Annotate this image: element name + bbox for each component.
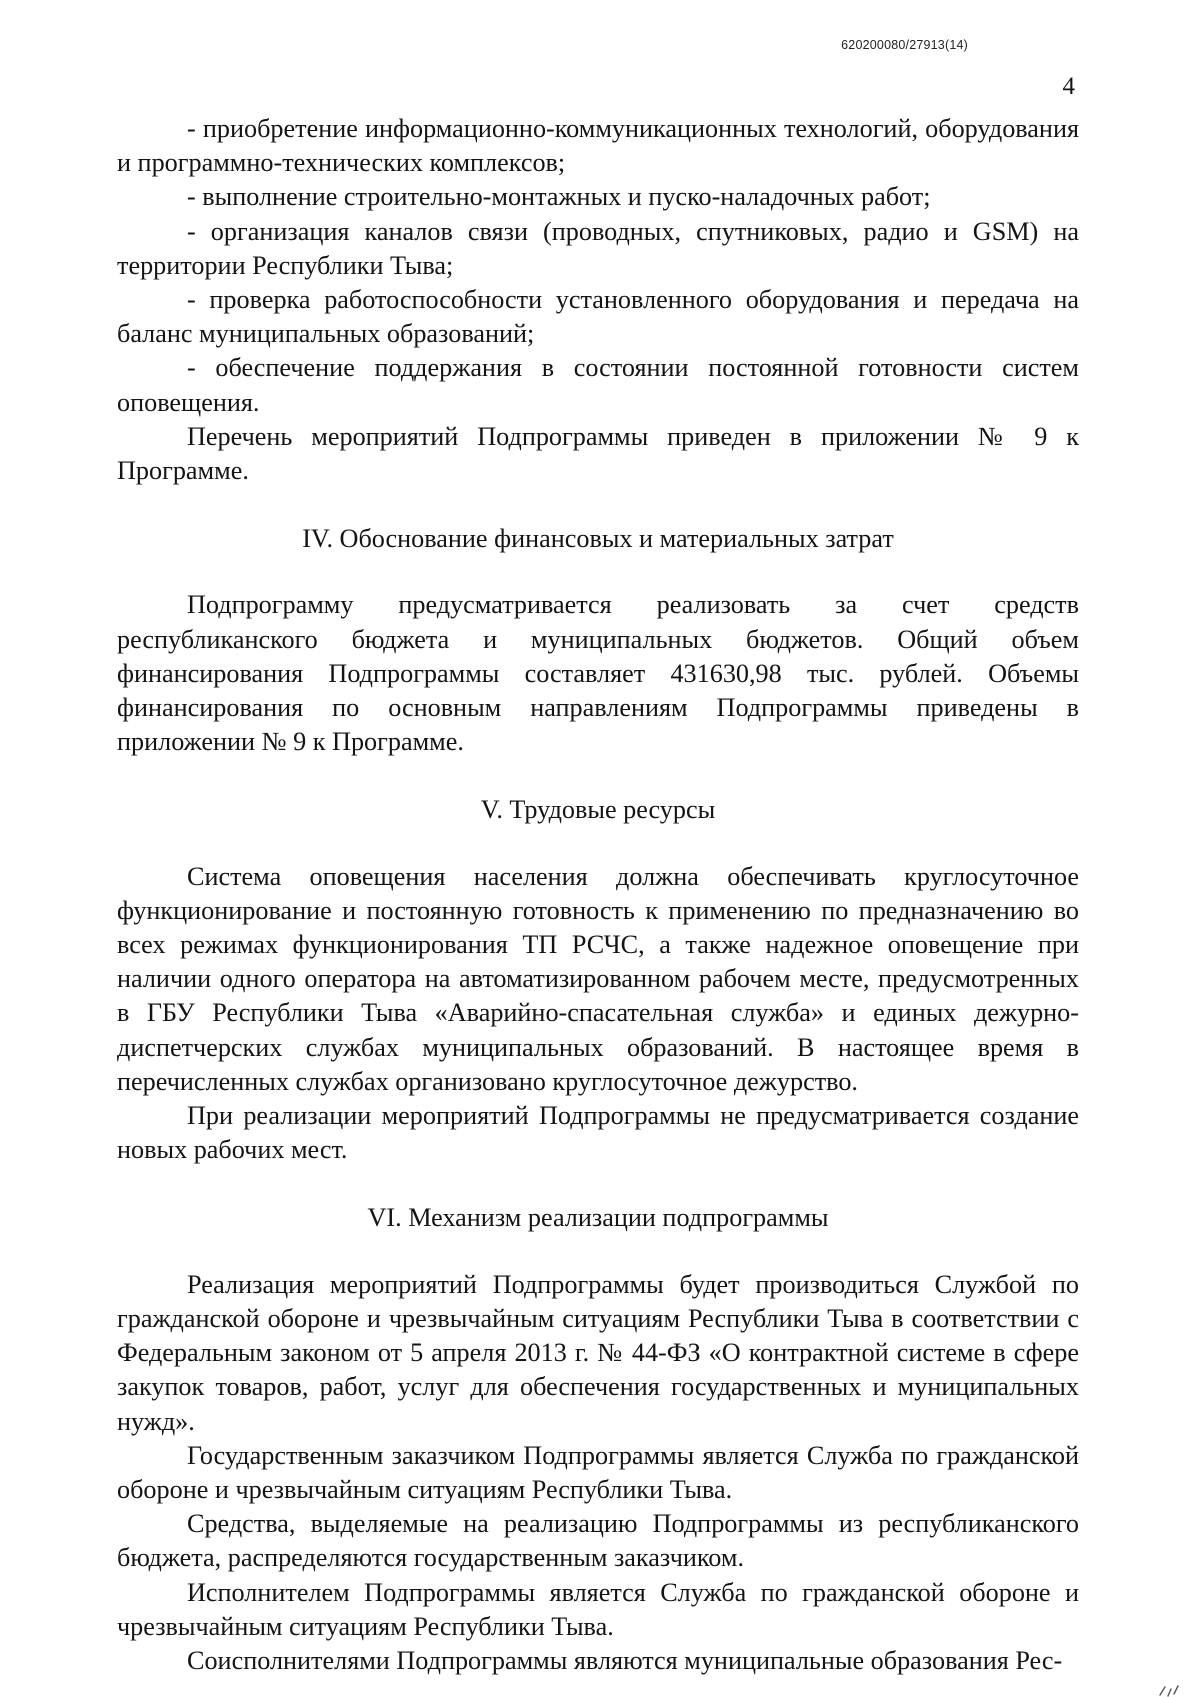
document-registration-number: 620200080/27913(14) bbox=[841, 38, 968, 52]
paragraph: Подпрограмму предусматривается реализовать за счет средств республиканского бюджета и муниципальных бюджетов. Общий объем финансирования Подпрограммы составляет 431630,98 тыс. рублей. Объемы финансирования по основным направлениям Подпрограммы приведены в приложении № 9 к Программе. bbox=[117, 590, 1079, 757]
scan-artifact-mark bbox=[1156, 1677, 1186, 1697]
paragraph: Соисполнителями Подпрограммы являются муниципальные образования Рес- bbox=[187, 1645, 1063, 1675]
document-body bbox=[117, 112, 1079, 1678]
section-heading: VI. Механизм реализации подпрограммы bbox=[367, 1203, 829, 1233]
paragraph: Государственным заказчиком Подпрограммы является Служба по гражданской обороне и чрезвычайным ситуациям Республики Тыва. bbox=[117, 1440, 1079, 1504]
paragraph: Перечень мероприятий Подпрограммы приведен в приложении № 9 к Программе. bbox=[117, 421, 1079, 486]
list-item: - проверка работоспособности установленного оборудования и передача на баланс муниципальных образований; bbox=[117, 285, 1079, 349]
list-item: - обеспечение поддержания в состоянии постоянной готовности систем оповещения. bbox=[117, 353, 1079, 417]
paragraph: Средства, выделяемые на реализацию Подпрограммы из республиканского бюджета, распределяются государственным заказчиком. bbox=[117, 1509, 1079, 1573]
section-heading: IV. Обоснование финансовых и материальных затрат bbox=[302, 524, 894, 554]
paragraph: Система оповещения населения должна обеспечивать круглосуточное функционирование и постоянную готовность к применению по предназначению во всех режимах функционирования ТП РСЧС, а также надежное оповещение при наличии одного оператора на автоматизированном рабочем месте, предусмотренных в ГБУ Республики Тыва «Аварийно-спасательная служба» и единых дежурно-диспетчерских службах муниципальных образований. В настоящее время в перечисленных службах организовано круглосуточное дежурство. bbox=[117, 861, 1079, 1096]
list-item: - выполнение строительно-монтажных и пуско-наладочных работ; bbox=[187, 182, 931, 212]
page-number: 4 bbox=[1062, 73, 1075, 100]
paragraph: При реализации мероприятий Подпрограммы не предусматривается создание новых рабочих мест. bbox=[117, 1101, 1079, 1165]
section-heading: V. Трудовые ресурсы bbox=[480, 795, 716, 825]
list-item: - организация каналов связи (проводных, спутниковых, радио и GSM) на территории Республики Тыва; bbox=[117, 216, 1079, 280]
paragraph: Исполнителем Подпрограммы является Служба по гражданской обороне и чрезвычайным ситуациям Республики Тыва. bbox=[117, 1577, 1079, 1641]
paragraph: Реализация мероприятий Подпрограммы будет производиться Службой по гражданской обороне и чрезвычайным ситуациям Республики Тыва в соответствии с Федеральным законом от 5 апреля 2013 г. № 44-ФЗ «О контрактной системе в сфере закупок товаров, работ, услуг для обеспечения государственных и муниципальных нужд». bbox=[117, 1269, 1079, 1436]
list-item: - приобретение информационно-коммуникационных технологий, оборудования и программно-технических комплексов; bbox=[117, 114, 1079, 178]
